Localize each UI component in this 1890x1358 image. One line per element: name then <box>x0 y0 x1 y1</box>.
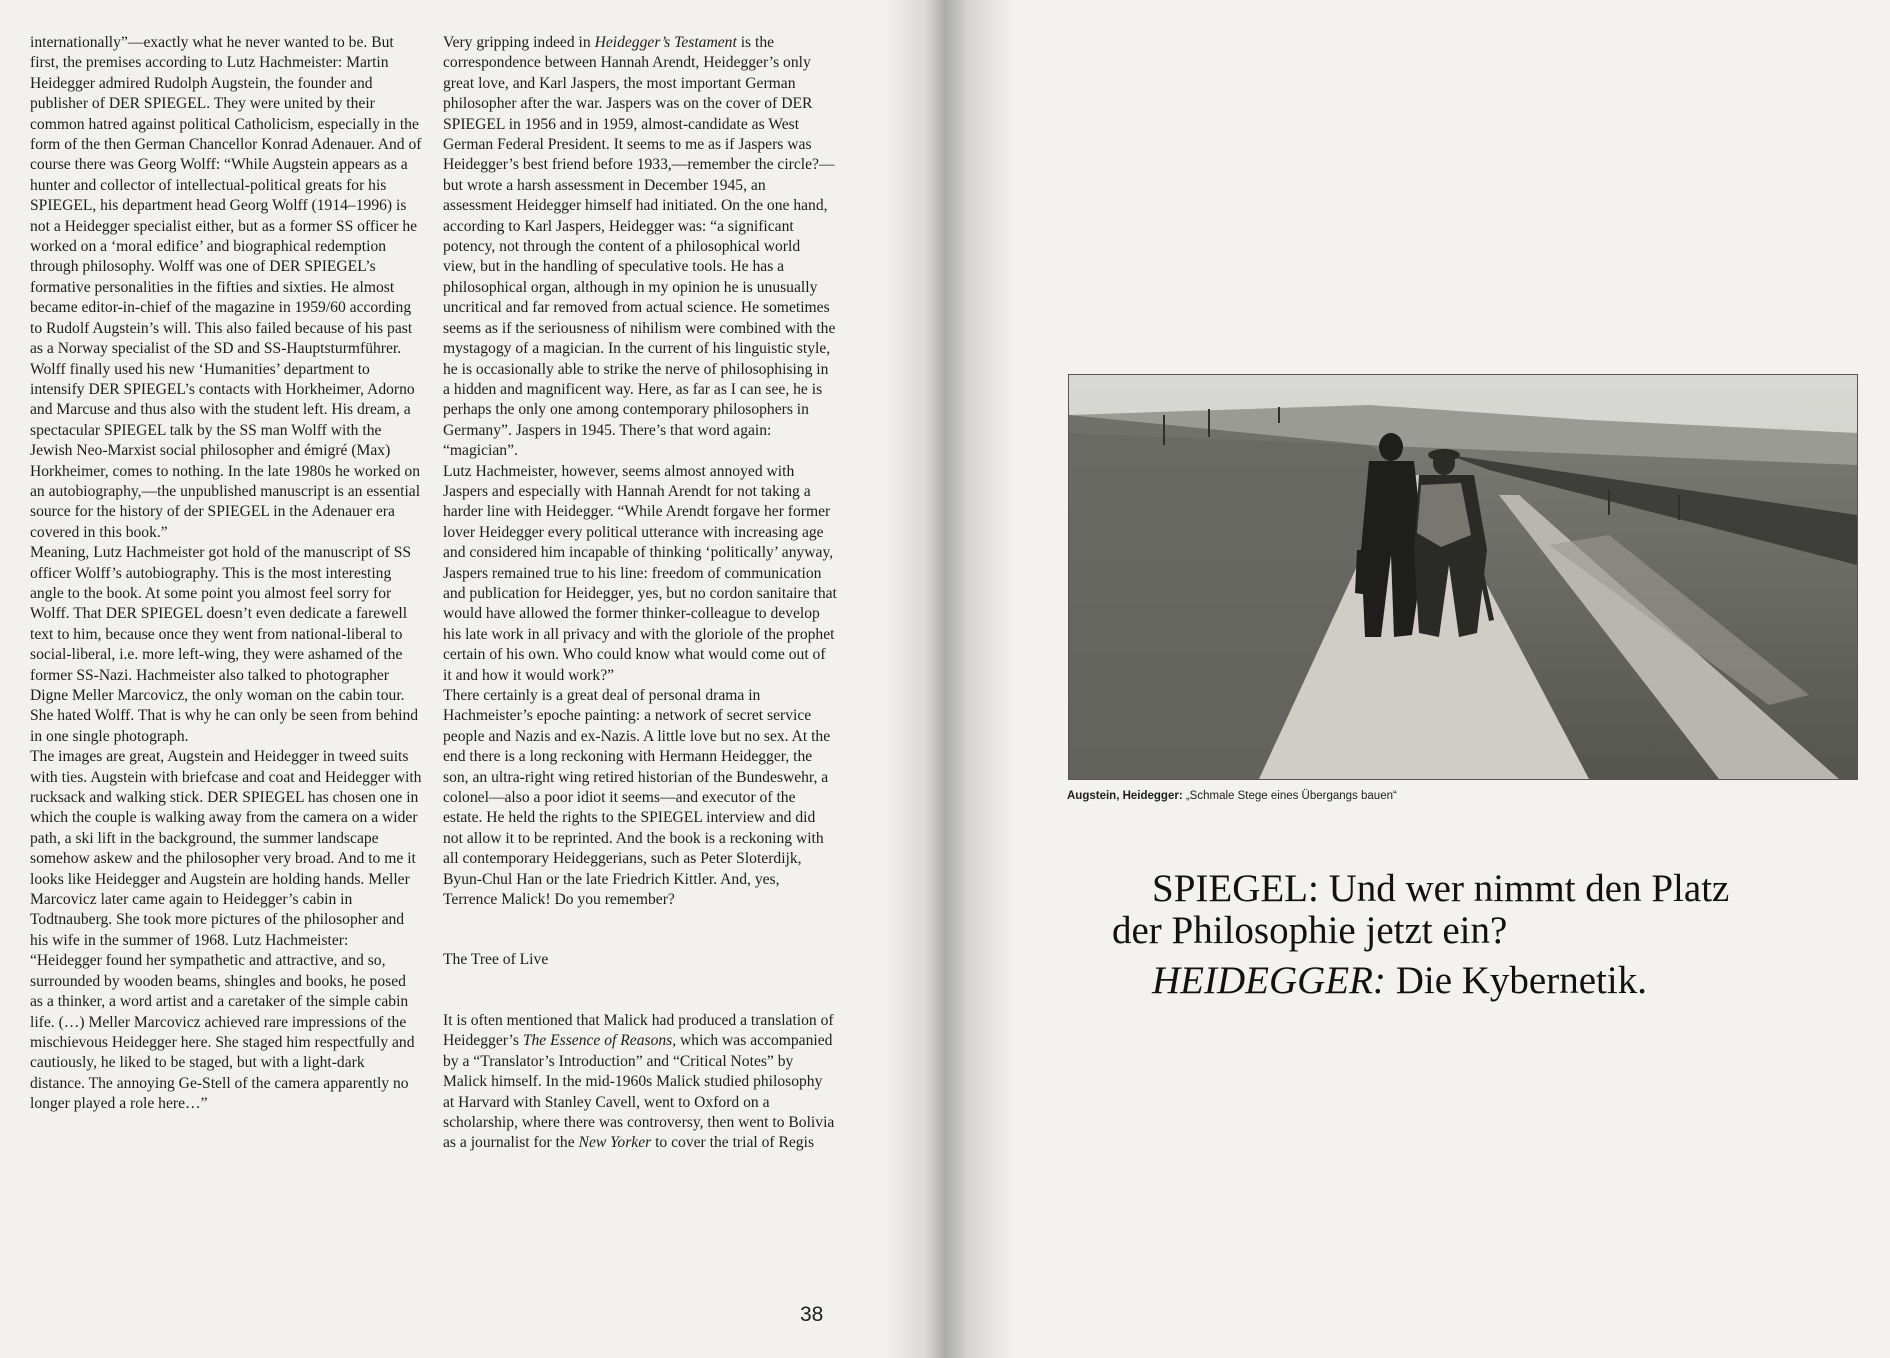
magazine-title: New Yorker <box>578 1134 652 1152</box>
caption-names: Augstein, Heidegger: <box>1067 790 1183 802</box>
book-title: The Essence of Reasons, <box>522 1032 677 1050</box>
section-subheading: The Tree of Live <box>443 951 549 969</box>
paragraph <box>443 1011 837 1154</box>
quote-answer <box>1152 960 1729 1002</box>
paragraph: internationally”—exactly what he never wanted to be. But first, the premises according to Lutz Hachmeister: Martin Heidegger admired Rudolph Augstein, the founder and publisher of DER SPIEGEL. They were united by their common hatred against political Catholicism, especially in the form of the then German Chancellor Konrad Adenauer. And of course there was Georg Wolff: “While Augstein appears as a hunter and collector of intellectual-political greats for his SPIEGEL, his department head Georg Wolff (1914–1996) is not a Heidegger specialist either, but as a former SS officer he worked on a ‘moral edifice’ and biographical redemption through philosophy. Wolff was one of DER SPIEGEL’s formative personalities in the fifties and sixties. He almost became editor-in-chief of the magazine in 1959/60 according to Rudolf Augstein’s will. This also failed because of his past as a Norway specialist of the SD and SS-Hauptsturmführer. Wolff finally used his new ‘Humanities’ department to intensify DER SPIEGEL’s contacts with Horkheimer, Adorno and Marcuse and thus also with the student left. His dream, a spectacular SPIEGEL talk by the SS man Wolff with the Jewish Neo-Marxist social philosopher and émigré (Max) Horkheimer, comes to nothing. In the late 1980s he worked on an autobiography,—the unpublished manuscript is an essential source for the history of der SPIEGEL in the Adenauer era covered in this book.” <box>30 34 422 541</box>
page-number: 38 <box>800 1303 824 1326</box>
text: Very gripping indeed in <box>443 34 595 51</box>
walking-figures-photo <box>1069 375 1857 779</box>
text-column-1 <box>30 33 422 1115</box>
quote-line: der Philosophie jetzt ein? <box>1112 909 1508 952</box>
paragraph: Lutz Hachmeister, however, seems almost annoyed with Jaspers and especially with Hannah Arendt for not taking a harder line with Heidegger. “While Arendt forgave her former lover Heidegger every political utterance with increasing age and considered him incapable of thinking ‘politically’ anyway, Jaspers remained true to his line: freedom of communication and publication for Heidegger, yes, but no cordon sanitaire that would have allowed the former thinker-colleague to develop his late work in all privacy and with the gloriole of the prophet certain of his own. Who could know what would come out of it and how it would work?” <box>443 462 837 684</box>
quote-speaker: HEIDEGGER: <box>1152 959 1386 1002</box>
gutter-shadow <box>884 0 944 1358</box>
interview-quote <box>1112 868 1729 1002</box>
caption-quote: „Schmale Stege eines Übergangs bauen“ <box>1182 790 1397 802</box>
paragraph <box>443 33 837 462</box>
quote-answer-text: Die Kybernetik. <box>1385 959 1647 1002</box>
left-page <box>0 0 944 1358</box>
gutter-shadow <box>944 0 1014 1358</box>
photo-caption <box>1067 790 1397 802</box>
text: to cover the trial of Regis <box>651 1134 815 1152</box>
text-column-2 <box>443 33 837 1154</box>
paragraph: Meaning, Lutz Hachmeister got hold of the manuscript of SS officer Wolff’s autobiography. This is the most interesting angle to the book. At some point you almost feel sorry for Wolff. That DER SPIEGEL doesn’t even dedicate a farewell text to him, because once they went from national-liberal to social-liberal, i.e. more left-wing, they were ashamed of the former SS-Nazi. Hachmeister also talked to photographer Digne Meller Marcovicz, the only woman on the cabin tour. She hated Wolff. That is why he can only be seen from behind in one single photograph. <box>30 544 419 745</box>
right-page <box>944 0 1890 1358</box>
book-title: Heidegger’s Testament <box>594 34 737 51</box>
text: It is often mentioned that Malick had produced a translation of Heidegger’s <box>443 1011 834 1050</box>
photograph <box>1068 374 1858 780</box>
text: is the correspondence between Hannah Arendt, Heidegger’s only great love, and Karl Jaspers, the most important German philosopher after the war. Jaspers was on the cover of DER SPIEGEL in 1956 and in 1959, almost-candidate as West German Federal President. It seems to me as if Jaspers was Heidegger’s best friend before 1933,—remember the circle?—but wrote a harsh assessment in December 1945, an assessment Heidegger himself had initiated. On the one hand, according to Karl Jaspers, Heidegger was: “a significant potency, not through the content of a philosophical world view, but in the handling of speculative tools. He has a philosophical organ, although in my opinion he is unusually uncritical and far removed from actual science. He sometimes seems as if the seriousness of nihilism were combined with the mystagogy of a magician. In the current of his linguistic style, he is occasionally able to strike the nerve of philosophising in a hidden and magnificent way. Here, as far as I can see, he is perhaps the only one among contemporary philosophers in Germany”. Jaspers in 1945. There’s that word again: “magician”. <box>443 34 836 460</box>
paragraph: The images are great, Augstein and Heidegger in tweed suits with ties. Augstein with briefcase and coat and Heidegger with rucksack and walking stick. DER SPIEGEL has chosen one in which the couple is walking away from the camera on a wider path, a ski lift in the background, the summer landscape somehow askew and the philosopher very broad. And to me it looks like Heidegger and Augstein are holding hands. Meller Marcovicz later came again to Heidegger’s cabin in Todtnauberg. She took more pictures of the philosopher and his wife in the summer of 1968. Lutz Hachmeister: “Heidegger found her sympathetic and attractive, and so, surrounded by wooden beams, shingles and books, he posed as a thinker, a word artist and a caretaker of the simple cabin life. (…) Meller Marcovicz achieved rare impressions of the mischievous Heidegger here. She staged him respectfully and cautiously, he liked to be staged, but with a light-dark distance. The annoying Ge-Stell of the camera apparently no longer played a role here…” <box>30 748 422 1113</box>
text: which was accompanied by a “Translator’s Introduction” and “Critical Notes” by Malick himself. In the mid-1960s Malick studied philosophy at Harvard with Stanley Cavell, went to Oxford on a scholarship, where there was controversy, then went to Bolivia as a journalist for the <box>443 1032 835 1152</box>
paragraph: There certainly is a great deal of personal drama in Hachmeister’s epoche painting: a network of secret service people and Nazis and ex-Nazis. A little love but no sex. At the end there is a long reckoning with Hermann Heidegger, the son, an ultra-right wing retired historian of the Bundeswehr, a colonel—also a poor idiot it seems—and executor of the estate. He held the rights to the SPIEGEL interview and did not allow it to be reprinted. And the book is a reckoning with all contemporary Heideggerians, such as Peter Sloterdijk, Byun-Chul Han or the late Friedrich Kittler. And, yes, Terrence Malick! Do you remember? <box>443 687 831 909</box>
quote-line: SPIEGEL: Und wer nimmt den Platz <box>1152 867 1730 910</box>
